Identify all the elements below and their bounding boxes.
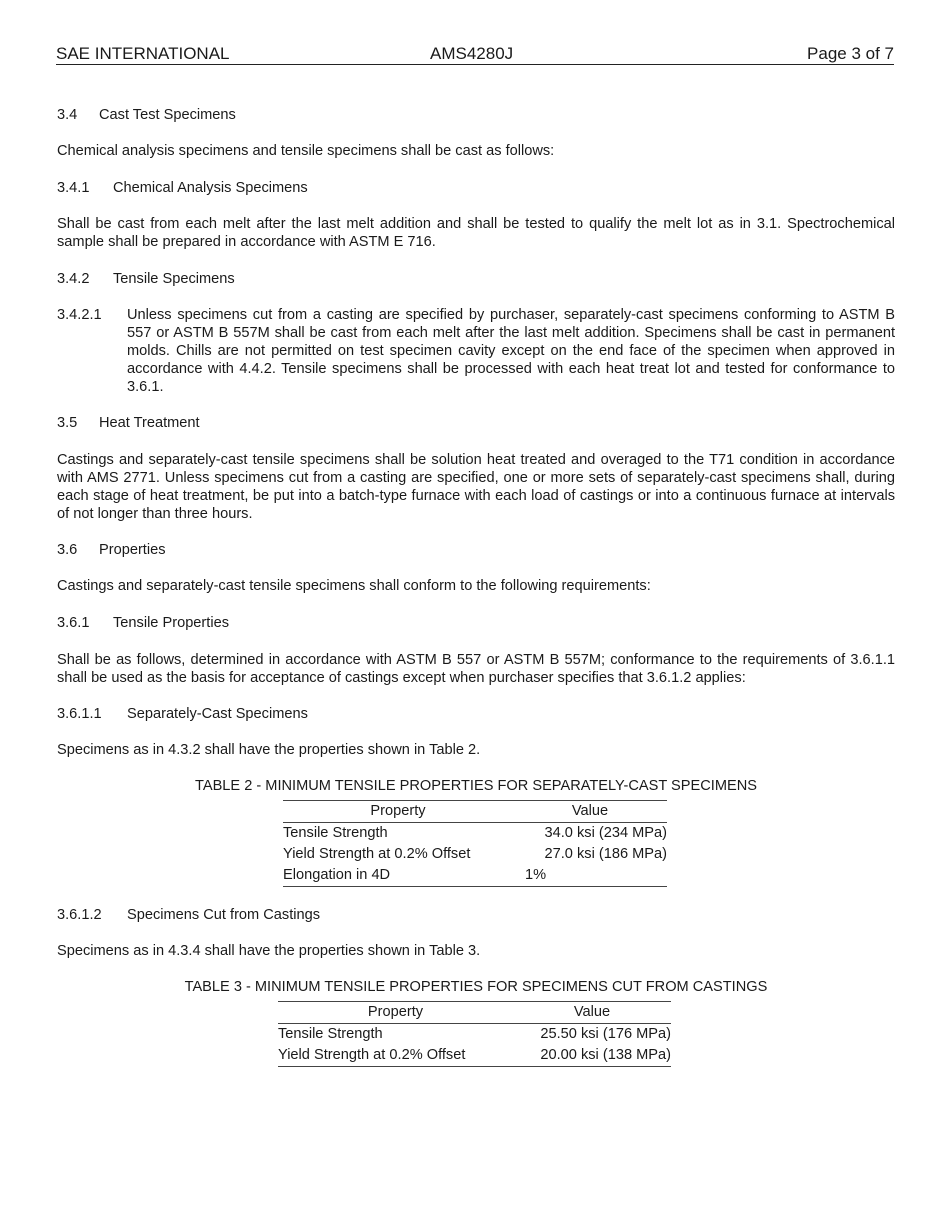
column-header-value: Value <box>513 801 667 823</box>
section-3-6-1-text: Shall be as follows, determined in accordance with ASTM B 557 or ASTM B 557M; conformance to the requirements of 3.6.1.1 shall be used as the basis for acceptance of castings except when purchaser specifies that 3.6.1.2 applies: <box>57 652 895 686</box>
section-3-4-heading <box>57 106 895 124</box>
table-header-row <box>278 1002 671 1024</box>
column-header-property: Property <box>283 801 513 823</box>
header-page-number: Page 3 of 7 <box>807 44 894 63</box>
section-number: 3.5 <box>57 415 78 431</box>
section-3-6-1-2-text: Specimens as in 4.3.4 shall have the properties shown in Table 3. <box>57 943 481 959</box>
table-row <box>283 865 667 887</box>
table-row <box>283 844 667 865</box>
section-title: Heat Treatment <box>99 415 200 431</box>
property-cell: Tensile Strength <box>278 1026 383 1042</box>
property-cell: Tensile Strength <box>283 825 388 841</box>
section-3-6-text: Castings and separately-cast tensile specimens shall conform to the following requirements: <box>57 578 651 594</box>
table-3 <box>278 1001 671 1067</box>
section-number: 3.4.1 <box>57 180 90 196</box>
table-header-row <box>283 801 667 823</box>
section-title: Tensile Specimens <box>113 271 235 287</box>
section-number: 3.4.2.1 <box>57 307 102 323</box>
value-cell: 1% <box>513 865 667 887</box>
section-3-5-heading <box>57 414 895 432</box>
value-cell: 34.0 ksi (234 MPa) <box>544 825 667 841</box>
section-number: 3.4 <box>57 107 78 123</box>
property-cell: Yield Strength at 0.2% Offset <box>278 1045 513 1067</box>
section-3-6-1-2-heading <box>57 906 895 924</box>
section-number: 3.6.1 <box>57 615 90 631</box>
header-org: SAE INTERNATIONAL <box>56 44 230 63</box>
section-3-6-1-1-heading <box>57 705 895 723</box>
table-2 <box>283 800 667 887</box>
section-title: Specimens Cut from Castings <box>127 907 321 923</box>
section-3-6-1-heading <box>57 614 895 632</box>
table-row <box>283 823 667 845</box>
value-cell: 20.00 ksi (138 MPa) <box>513 1045 671 1067</box>
section-title: Tensile Properties <box>113 615 229 631</box>
property-cell: Yield Strength at 0.2% Offset <box>283 846 471 862</box>
section-title: Chemical Analysis Specimens <box>113 180 308 196</box>
section-3-4-1-heading <box>57 179 895 197</box>
page-header <box>56 44 894 65</box>
table-3-caption: TABLE 3 - MINIMUM TENSILE PROPERTIES FOR SPECIMENS CUT FROM CASTINGS <box>184 979 768 995</box>
section-number: 3.6 <box>57 542 78 558</box>
table-row <box>278 1024 671 1046</box>
section-title: Properties <box>99 542 166 558</box>
property-cell: Elongation in 4D <box>283 865 513 887</box>
section-3-5-text: Castings and separately-cast tensile specimens shall be solution heat treated and overaged to the T71 condition in accordance with AMS 2771. Unless specimens cut from a casting are specified, one or more sets of separately-cast specimens shall, during each stage of heat treatment, be put into a batch-type furnace with each load of castings or into a continuous furnace at intervals of not longer than three hours. <box>57 452 895 522</box>
section-3-4-2-heading <box>57 270 895 288</box>
section-3-4-intro: Chemical analysis specimens and tensile specimens shall be cast as follows: <box>57 143 555 159</box>
section-3-6-heading <box>57 541 895 559</box>
section-3-4-1-text: Shall be cast from each melt after the last melt addition and shall be tested to qualify the melt lot as in 3.1. Spectrochemical sample shall be prepared in accordance with ASTM E 716. <box>57 216 895 250</box>
section-title: Separately-Cast Specimens <box>127 706 308 722</box>
section-number: 3.4.2 <box>57 271 90 287</box>
table-row <box>278 1045 671 1067</box>
section-3-6-1-1-text: Specimens as in 4.3.2 shall have the properties shown in Table 2. <box>57 742 481 758</box>
section-number: 3.6.1.1 <box>57 706 102 722</box>
section-3-4-2-1 <box>0 306 950 396</box>
section-title: Cast Test Specimens <box>99 107 236 123</box>
column-header-property: Property <box>278 1002 513 1024</box>
header-doc-id: AMS4280J <box>430 44 514 63</box>
value-cell: 25.50 ksi (176 MPa) <box>540 1026 671 1042</box>
section-text: Unless specimens cut from a casting are specified by purchaser, separately-cast specimens conforming to ASTM B 557 or ASTM B 557M shall be cast from each melt after the last melt addition. Specimens shall be cast in permanent molds. Chills are not permitted on test specimen cavity except on the end face of the specimen when approved in accordance with 4.4.2. Tensile specimens shall be processed with each heat treat lot and tested for conformance to 3.6.1. <box>127 307 895 395</box>
value-cell: 27.0 ksi (186 MPa) <box>544 846 667 862</box>
column-header-value: Value <box>513 1002 671 1024</box>
table-2-caption: TABLE 2 - MINIMUM TENSILE PROPERTIES FOR SEPARATELY-CAST SPECIMENS <box>195 778 757 794</box>
section-number: 3.6.1.2 <box>57 907 102 923</box>
